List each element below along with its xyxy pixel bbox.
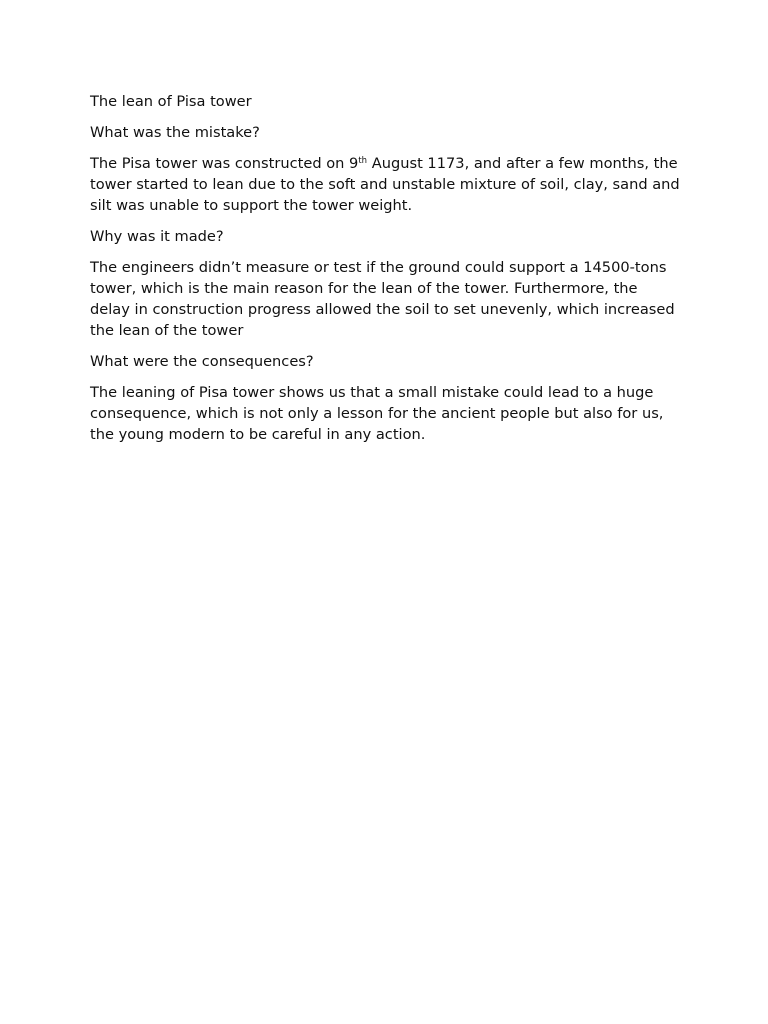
question-consequences: What were the consequences?	[90, 353, 314, 370]
paragraph-mistake	[90, 153, 680, 216]
document-title: The lean of Pisa tower	[90, 93, 252, 110]
document-body	[90, 91, 680, 455]
ordinal-suffix: th	[358, 156, 368, 166]
paragraph-why: The engineers didn’t measure or test if the ground could support a 14500-tons tower, which is the main reason for the lean of the tower. Furthermore, the delay in construction progress allowed the soil to set unevenly, which increased the lean of the tower	[90, 259, 675, 339]
question-mistake: What was the mistake?	[90, 124, 260, 141]
paragraph-mistake-text-end: August 1173, and after a few months, the tower started to lean due to the soft and unstable mixture of soil, clay, sand and silt was unable to support the tower weight.	[90, 155, 680, 214]
paragraph-mistake-text-start: The Pisa tower was constructed on 9	[90, 155, 359, 172]
question-why: Why was it made?	[90, 228, 224, 245]
paragraph-consequences: The leaning of Pisa tower shows us that a small mistake could lead to a huge consequence, which is not only a lesson for the ancient people but also for us, the young modern to be careful in any action.	[90, 384, 664, 443]
